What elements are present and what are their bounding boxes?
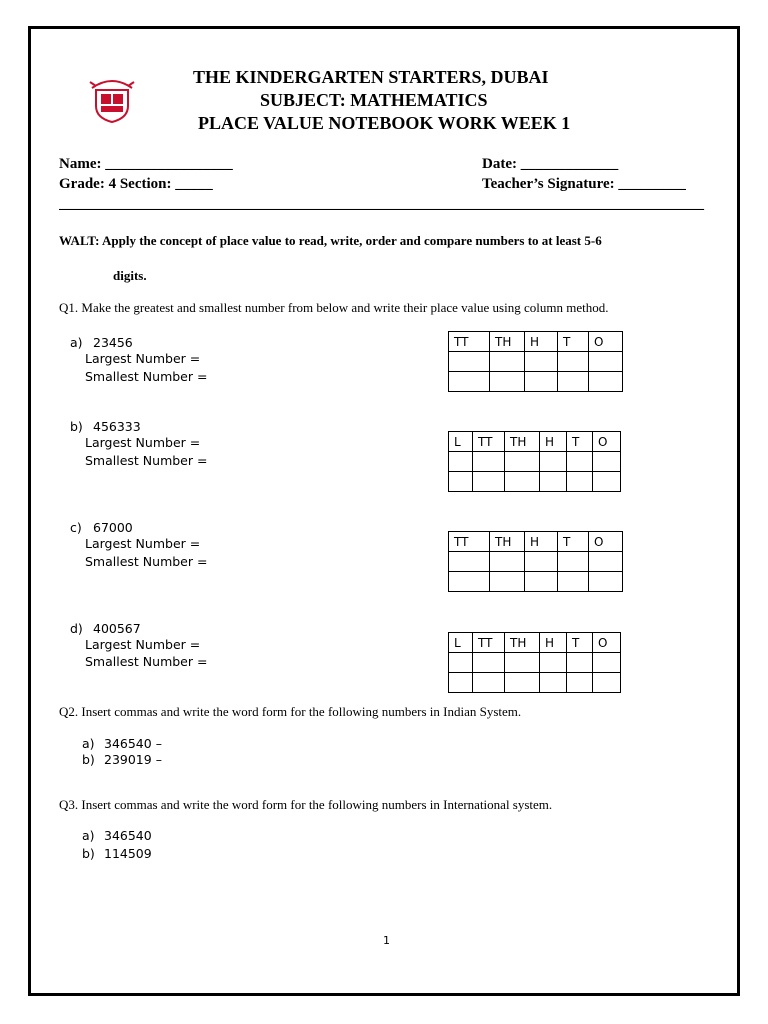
header-cell: T (558, 332, 589, 352)
answer-cell[interactable] (558, 372, 589, 392)
header-cell: H (525, 532, 558, 552)
header-cell: TH (505, 633, 540, 653)
walt-line-2: digits. (113, 268, 147, 283)
answer-cell[interactable] (558, 552, 589, 572)
answer-row (449, 452, 621, 472)
q3a-label: a) (82, 828, 95, 843)
header-cell: TH (490, 332, 525, 352)
q1a-smallest-label: Smallest Number = (85, 369, 208, 384)
q1b-largest-label: Largest Number = (85, 435, 201, 450)
answer-cell[interactable] (540, 673, 567, 693)
header-cell: L (449, 633, 473, 653)
answer-row (449, 372, 623, 392)
answer-row (449, 673, 621, 693)
q2b-label: b) (82, 752, 95, 767)
answer-cell[interactable] (473, 653, 505, 673)
answer-cell[interactable] (449, 653, 473, 673)
q3b-label: b) (82, 846, 95, 861)
answer-cell[interactable] (490, 372, 525, 392)
answer-cell[interactable] (525, 572, 558, 592)
school-crest-logo (88, 72, 136, 124)
answer-cell[interactable] (505, 472, 540, 492)
page-number: 1 (383, 934, 390, 947)
answer-cell[interactable] (490, 352, 525, 372)
header-cell: O (593, 633, 621, 653)
answer-cell[interactable] (540, 653, 567, 673)
answer-cell[interactable] (505, 673, 540, 693)
header-cell: T (558, 532, 589, 552)
answer-cell[interactable] (449, 352, 490, 372)
q1a-place-value-table (448, 331, 623, 392)
answer-cell[interactable] (525, 552, 558, 572)
answer-cell[interactable] (473, 673, 505, 693)
header-cell: TT (473, 432, 505, 452)
q1-text: Q1. Make the greatest and smallest number from below and write their place value using column method. (59, 300, 609, 315)
table-header-row (449, 633, 621, 653)
school-name: THE KINDERGARTEN STARTERS, DUBAI (193, 67, 549, 87)
q1b-place-value-table (448, 431, 621, 492)
answer-cell[interactable] (593, 452, 621, 472)
answer-cell[interactable] (449, 552, 490, 572)
answer-cell[interactable] (589, 372, 623, 392)
answer-cell[interactable] (589, 552, 623, 572)
q1c-label: c) (70, 520, 82, 535)
table-header-row (449, 532, 623, 552)
answer-cell[interactable] (567, 653, 593, 673)
header-cell: H (540, 633, 567, 653)
answer-row (449, 352, 623, 372)
answer-cell[interactable] (558, 572, 589, 592)
grade-section-field: Grade: 4 Section: _____ (59, 176, 213, 192)
answer-row (449, 472, 621, 492)
header-cell: TH (505, 432, 540, 452)
header-cell: TH (490, 532, 525, 552)
answer-cell[interactable] (525, 372, 558, 392)
header-cell: H (540, 432, 567, 452)
answer-cell[interactable] (589, 572, 623, 592)
header-cell: TT (473, 633, 505, 653)
table-header-row (449, 332, 623, 352)
q1d-smallest-label: Smallest Number = (85, 654, 208, 669)
q1b-smallest-label: Smallest Number = (85, 453, 208, 468)
answer-cell[interactable] (540, 472, 567, 492)
header-cell: T (567, 633, 593, 653)
answer-cell[interactable] (558, 352, 589, 372)
teacher-signature-field: Teacher’s Signature: _________ (482, 176, 686, 192)
q2b-value: 239019 – (104, 752, 162, 767)
answer-row (449, 653, 621, 673)
answer-cell[interactable] (449, 572, 490, 592)
header-cell: O (589, 332, 623, 352)
walt-line-1: WALT: Apply the concept of place value to read, write, order and compare numbers to at least 5-6 (59, 233, 602, 248)
answer-cell[interactable] (449, 673, 473, 693)
q2a-value: 346540 – (104, 736, 162, 751)
header-cell: O (589, 532, 623, 552)
header-cell: H (525, 332, 558, 352)
date-field: Date: _____________ (482, 156, 619, 172)
answer-cell[interactable] (540, 452, 567, 472)
answer-row (449, 572, 623, 592)
table-header-row (449, 432, 621, 452)
answer-cell[interactable] (593, 673, 621, 693)
q1c-smallest-label: Smallest Number = (85, 554, 208, 569)
answer-cell[interactable] (490, 552, 525, 572)
q1c-number: 67000 (93, 520, 133, 535)
answer-cell[interactable] (449, 472, 473, 492)
q1a-number: 23456 (93, 335, 133, 350)
subject-title: SUBJECT: MATHEMATICS (260, 90, 488, 110)
q1a-largest-label: Largest Number = (85, 351, 201, 366)
answer-cell[interactable] (525, 352, 558, 372)
q1c-place-value-table (448, 531, 623, 592)
answer-cell[interactable] (567, 673, 593, 693)
header-cell: TT (449, 532, 490, 552)
q1d-place-value-table (448, 632, 621, 693)
q1a-label: a) (70, 335, 83, 350)
answer-cell[interactable] (593, 653, 621, 673)
q1d-largest-label: Largest Number = (85, 637, 201, 652)
answer-cell[interactable] (505, 452, 540, 472)
answer-cell[interactable] (593, 472, 621, 492)
q2a-label: a) (82, 736, 95, 751)
q1b-label: b) (70, 419, 83, 434)
q3-text: Q3. Insert commas and write the word form for the following numbers in International system. (59, 797, 553, 812)
q1b-number: 456333 (93, 419, 141, 434)
answer-cell[interactable] (505, 653, 540, 673)
answer-cell[interactable] (589, 352, 623, 372)
answer-cell[interactable] (473, 472, 505, 492)
divider-line: ______________________________________________________________________________________ (59, 196, 704, 212)
answer-cell[interactable] (490, 572, 525, 592)
q3b-value: 114509 (104, 846, 152, 861)
q1d-label: d) (70, 621, 83, 636)
answer-row (449, 552, 623, 572)
answer-cell[interactable] (449, 372, 490, 392)
answer-cell[interactable] (567, 472, 593, 492)
q2-text: Q2. Insert commas and write the word form for the following numbers in Indian System. (59, 704, 522, 719)
q3a-value: 346540 (104, 828, 152, 843)
header-cell: O (593, 432, 621, 452)
q1c-largest-label: Largest Number = (85, 536, 201, 551)
header-cell: TT (449, 332, 490, 352)
q1d-number: 400567 (93, 621, 141, 636)
header-cell: L (449, 432, 473, 452)
answer-cell[interactable] (473, 452, 505, 472)
name-field: Name: _________________ (59, 156, 233, 172)
worksheet-title: PLACE VALUE NOTEBOOK WORK WEEK 1 (198, 113, 571, 133)
answer-cell[interactable] (449, 452, 473, 472)
answer-cell[interactable] (567, 452, 593, 472)
header-cell: T (567, 432, 593, 452)
